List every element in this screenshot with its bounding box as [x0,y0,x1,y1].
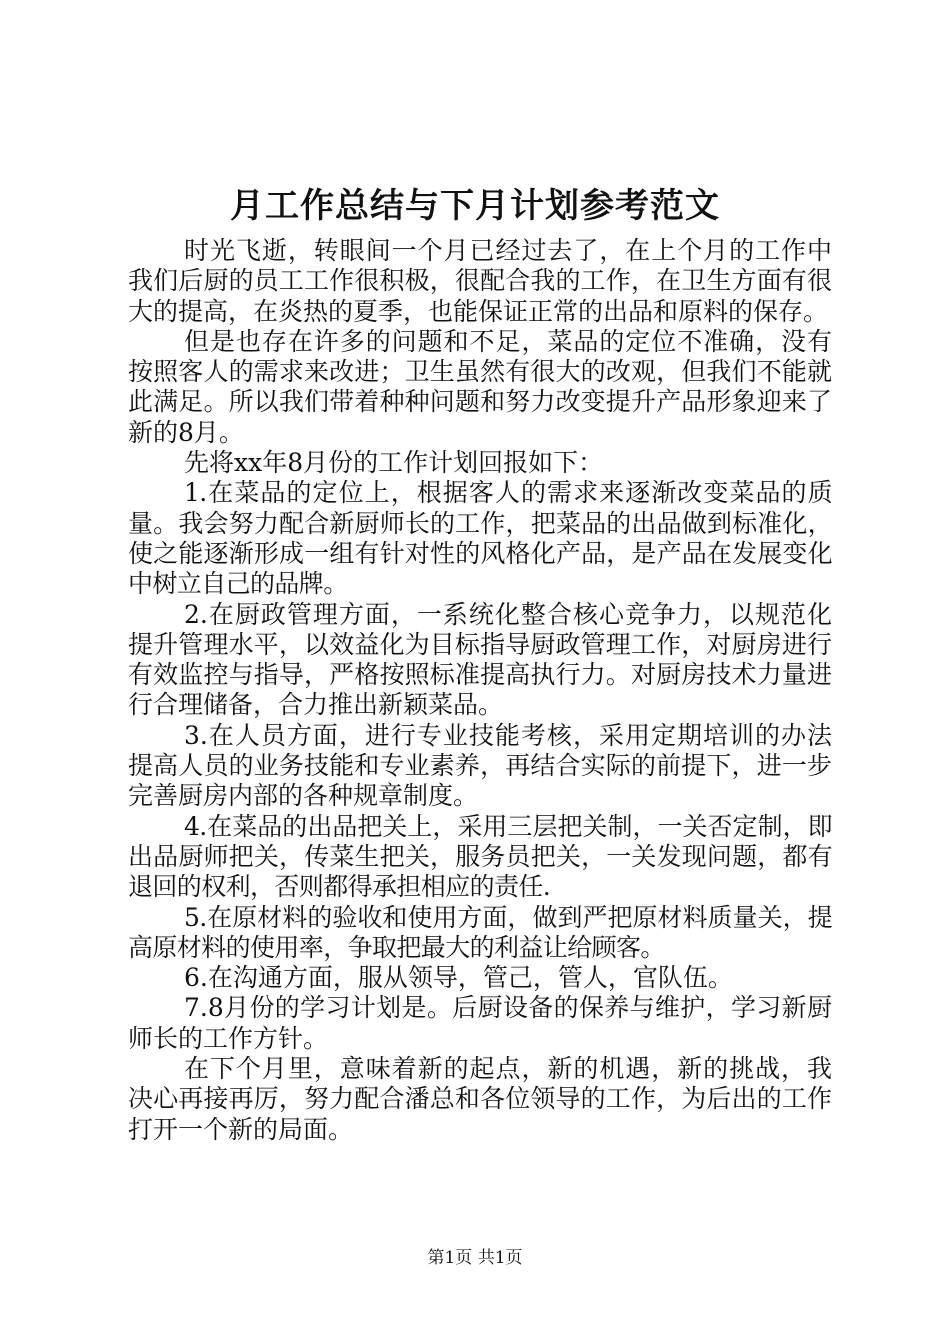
paragraph-problems: 但是也存在许多的问题和不足，菜品的定位不准确，没有按照客人的需求来改进；卫生虽然有很大的改观，但我们不能就此满足。所以我们带着种种问题和努力改变提升产品形象迎来了新的8月。 [128,326,832,447]
paragraph-closing: 在下个月里，意味着新的起点，新的机遇，新的挑战，我决心再接再厉，努力配合潘总和各位领导的工作，为后出的工作打开一个新的局面。 [128,1054,832,1144]
paragraph-item-5: 5.在原材料的验收和使用方面，做到严把原材料质量关，提高原材料的使用率，争取把最大的利益让给顾客。 [128,902,832,962]
paragraph-intro: 时光飞逝，转眼间一个月已经过去了，在上个月的工作中我们后厨的员工工作很积极，很配合我的工作，在卫生方面有很大的提高，在炎热的夏季，也能保证正常的出品和原料的保存。 [128,236,832,326]
paragraph-item-3: 3.在人员方面，进行专业技能考核，采用定期培训的办法提高人员的业务技能和专业素养，再结合实际的前提下，进一步完善厨房内部的各种规章制度。 [128,720,832,811]
paragraph-item-6: 6.在沟通方面，服从领导，管己，管人，官队伍。 [184,963,733,993]
document-title: 月工作总结与下月计划参考范文 [230,186,720,226]
paragraph-item-2: 2.在厨政管理方面，一系统化整合核心竞争力，以规范化提升管理水平，以效益化为目标指导厨政管理工作，对厨房进行有效监控与指导，严格按照标准提高执行力。对厨房技术力量进行合理储备，合力推出新颖菜品。 [128,599,832,720]
paragraph-item-7: 7.8月份的学习计划是。后厨设备的保养与维护，学习新厨师长的工作方针。 [128,993,832,1053]
page-footer: 第1页 共1页 [427,1248,523,1268]
paragraph-item-1: 1.在菜品的定位上，根据客人的需求来逐渐改变菜品的质量。我会努力配合新厨师长的工作，把菜品的出品做到标准化，使之能逐渐形成一组有针对性的风格化产品，是产品在发展变化中树立自己的品牌。 [128,478,832,599]
paragraph-item-4: 4.在菜品的出品把关上，采用三层把关制，一关否定制，即出品厨师把关，传菜生把关，服务员把关，一关发现问题，都有退回的权利，否则都得承担相应的责任. [128,811,832,902]
paragraph-plan-lead: 先将xx年8月份的工作计划回报如下： [184,448,604,478]
document-body [128,236,832,1145]
